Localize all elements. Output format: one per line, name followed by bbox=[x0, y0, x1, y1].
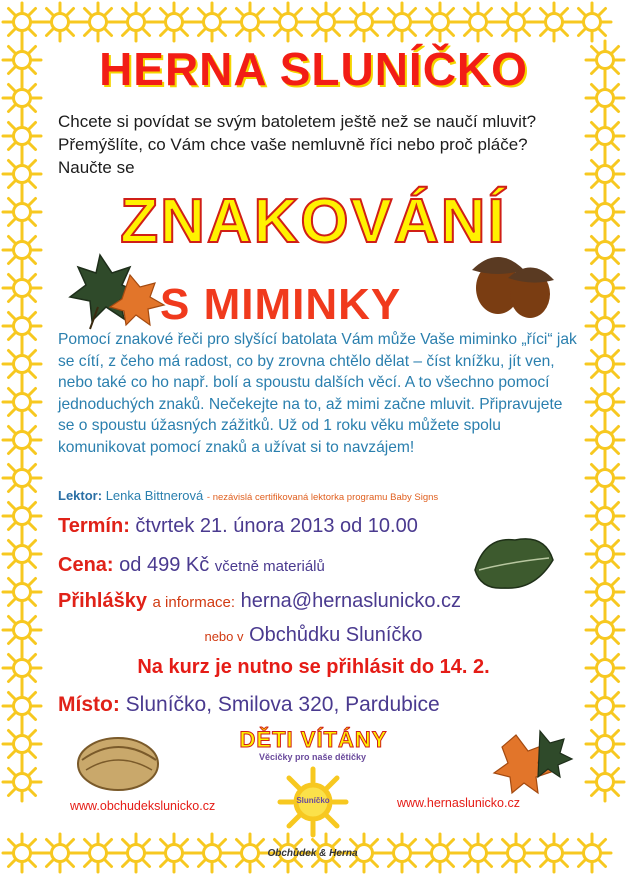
intro-line: Přemýšlíte, co Vám chce vaše nemluvně říci nebo proč pláče? bbox=[58, 135, 528, 154]
acorn-illustration bbox=[462, 248, 562, 323]
border-sun-icon bbox=[3, 421, 41, 459]
border-sun-icon bbox=[586, 497, 624, 535]
border-sun-icon bbox=[79, 834, 117, 872]
border-sun-icon bbox=[383, 3, 421, 41]
obchudek-line bbox=[0, 624, 627, 647]
border-sun-icon bbox=[307, 3, 345, 41]
border-sun-icon bbox=[586, 573, 624, 611]
border-sun-icon bbox=[586, 459, 624, 497]
obchudek-url-link[interactable]: www.obchudekslunicko.cz bbox=[70, 799, 216, 813]
termin-value: čtvrtek 21. února 2013 od 10.00 bbox=[135, 515, 418, 537]
border-sun-icon bbox=[535, 834, 573, 872]
kids-welcome: DĚTI VÍTÁNY bbox=[239, 727, 388, 752]
cena-label: Cena: bbox=[58, 554, 114, 576]
prihlasky-mid: a informace: bbox=[152, 594, 236, 611]
border-sun-icon bbox=[383, 834, 421, 872]
intro-line: Chcete si povídat se svým batoletem ještě než se naučí mluvit? bbox=[58, 112, 537, 131]
border-sun-icon bbox=[497, 834, 535, 872]
border-sun-icon bbox=[586, 763, 624, 801]
border-sun-icon bbox=[41, 3, 79, 41]
acorn-cap-illustration bbox=[72, 730, 167, 795]
misto-value: Sluníčko, Smilova 320, Pardubice bbox=[125, 693, 440, 716]
logo-tagline: Věcičky pro naše dětičky bbox=[258, 752, 367, 762]
border-sun-icon bbox=[231, 3, 269, 41]
border-sun-icon bbox=[269, 3, 307, 41]
cena-line bbox=[58, 554, 325, 577]
border-sun-icon bbox=[3, 535, 41, 573]
herna-url-link[interactable]: www.hernaslunicko.cz bbox=[397, 796, 520, 810]
border-sun-icon bbox=[3, 459, 41, 497]
logo-subtitle: Obchůdek & Herna bbox=[267, 848, 358, 859]
border-sun-icon bbox=[586, 421, 624, 459]
lektor-name: Lenka Bittnerová bbox=[105, 488, 204, 503]
border-sun-icon bbox=[586, 345, 624, 383]
border-sun-icon bbox=[193, 3, 231, 41]
cena-note: včetně materiálů bbox=[214, 558, 325, 575]
border-sun-icon bbox=[3, 383, 41, 421]
slunicko-logo bbox=[255, 752, 370, 864]
border-sun-icon bbox=[586, 535, 624, 573]
intro-text bbox=[58, 110, 536, 179]
border-sun-icon bbox=[3, 573, 41, 611]
border-sun-icon bbox=[3, 763, 41, 801]
obchudek-prefix: nebo v bbox=[204, 629, 244, 644]
border-sun-icon bbox=[459, 834, 497, 872]
border-sun-icon bbox=[3, 3, 41, 41]
misto-label: Místo: bbox=[58, 693, 120, 716]
border-sun-icon bbox=[79, 3, 117, 41]
border-sun-icon bbox=[421, 834, 459, 872]
border-sun-icon bbox=[573, 3, 611, 41]
border-sun-icon bbox=[586, 269, 624, 307]
border-sun-icon bbox=[3, 687, 41, 725]
logo-center-text: Sluníčko bbox=[296, 796, 330, 805]
border-sun-icon bbox=[3, 269, 41, 307]
lektor-note: - nezávislá certifikovaná lektorka programu Baby Signs bbox=[206, 492, 439, 503]
border-sun-icon bbox=[497, 3, 535, 41]
border-sun-icon bbox=[535, 3, 573, 41]
border-sun-icon bbox=[117, 834, 155, 872]
lektor-label: Lektor: bbox=[58, 488, 103, 503]
border-sun-icon bbox=[193, 834, 231, 872]
border-sun-icon bbox=[586, 383, 624, 421]
border-sun-icon bbox=[586, 307, 624, 345]
misto-line bbox=[58, 693, 440, 717]
green-leaf-illustration bbox=[465, 530, 560, 595]
border-sun-icon bbox=[573, 834, 611, 872]
border-sun-icon bbox=[421, 3, 459, 41]
border-sun-icon bbox=[3, 834, 41, 872]
border-sun-icon bbox=[586, 117, 624, 155]
headline-znakovani: ZNAKOVÁNÍ bbox=[120, 187, 507, 256]
border-sun-icon bbox=[3, 307, 41, 345]
headline-s-miminky: S MIMINKY bbox=[160, 280, 402, 329]
email-link[interactable]: herna@hernaslunicko.cz bbox=[240, 590, 462, 612]
border-sun-icon bbox=[155, 834, 193, 872]
border-sun-icon bbox=[586, 687, 624, 725]
border-sun-icon bbox=[3, 345, 41, 383]
termin-line bbox=[58, 515, 418, 538]
description-paragraph: Pomocí znakové řeči pro slyšící batolata Vám může Vaše miminko „říci“ jak se cítí, z čeho má radost, co by zrovna chtělo dělat – číst knížku, jít ven, nebo také co ho např. bolí a spoustu dalších věcí. A to všechno pomocí jednoduchých znaků. Nečekejte na to, až mimi začne mluvit. Připravujete se o spoustu úžasných zážitků. Už od 1 roku věku můžete spolu komunikovat pomocí znaků a užívat si to navzájem! bbox=[58, 331, 577, 456]
page-title: HERNA SLUNÍČKO bbox=[99, 43, 528, 95]
border-sun-icon bbox=[117, 3, 155, 41]
cena-value: od 499 Kč bbox=[119, 554, 210, 576]
registration-deadline: Na kurz je nutno se přihlásit do 14. 2. bbox=[137, 656, 490, 678]
autumn-leaves-bottom-illustration bbox=[486, 725, 576, 795]
prihlasky-label: Přihlášky bbox=[58, 590, 147, 612]
autumn-leaves-illustration bbox=[60, 245, 170, 330]
border-sun-icon bbox=[459, 3, 497, 41]
border-sun-icon bbox=[3, 497, 41, 535]
border-sun-icon bbox=[3, 117, 41, 155]
lektor-line bbox=[58, 488, 438, 503]
border-sun-icon bbox=[345, 3, 383, 41]
border-sun-icon bbox=[41, 834, 79, 872]
intro-line: Naučte se bbox=[58, 158, 135, 177]
obchudek-name: Obchůdku Sluníčko bbox=[249, 624, 423, 646]
prihlasky-line bbox=[58, 590, 461, 613]
termin-label: Termín: bbox=[58, 515, 130, 537]
border-sun-icon bbox=[155, 3, 193, 41]
